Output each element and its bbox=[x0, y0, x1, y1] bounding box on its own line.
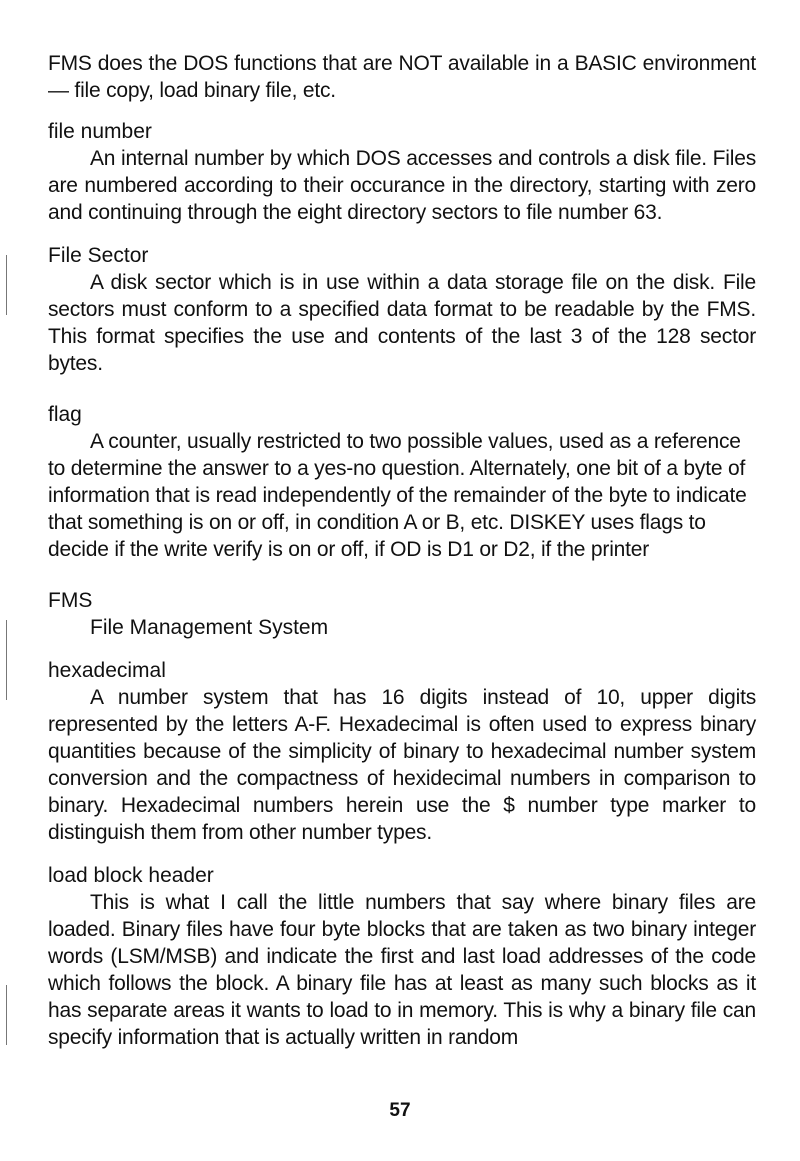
glossary-definition: An internal number by which DOS accesses and controls a disk file. Files are numbered according to their occurance in the directory, starting with zero and continuing through the eight directory sectors to file number 63. bbox=[48, 147, 756, 224]
glossary-definition: A number system that has 16 digits instead of 10, upper digits represented by the letters A-F. Hexadecimal is often used to express binary quantities because of the simplicity of binary to hexadecimal number system conversion and the compactness of hexidecimal numbers in comparison to binary. Hexadecimal numbers herein use the $ number type marker to distinguish them from other number types. bbox=[48, 686, 756, 844]
scan-edge-mark bbox=[6, 620, 7, 700]
glossary-term: file number bbox=[48, 120, 152, 143]
glossary-term: load block header bbox=[48, 864, 214, 887]
page-number: 57 bbox=[389, 1100, 411, 1121]
glossary-term: FMS bbox=[48, 589, 93, 612]
intro-paragraph: FMS does the DOS functions that are NOT available in a BASIC environment — file copy, load binary file, etc. bbox=[48, 52, 756, 102]
glossary-entry-flag bbox=[48, 401, 756, 563]
glossary-entry-load-block-header bbox=[48, 862, 756, 1051]
glossary-term: File Sector bbox=[48, 244, 149, 267]
glossary-entry-file-sector bbox=[48, 242, 756, 377]
glossary-term: flag bbox=[48, 403, 82, 426]
scan-edge-mark bbox=[6, 985, 7, 1045]
glossary-definition: File Management System bbox=[90, 616, 329, 639]
glossary-entry-fms bbox=[48, 587, 756, 641]
glossary-entry-file-number bbox=[48, 118, 756, 226]
glossary-definition: This is what I call the little numbers that say where binary files are loaded. Binary files have four byte blocks that are taken as two binary integer words (LSM/MSB) and indicate the first and last load addresses of the code which follows the block. A binary file has at least as many such blocks as it has separate areas it wants to load to in memory. This is why a binary file can specify information that is actually written in random bbox=[48, 891, 756, 1049]
glossary-term: hexadecimal bbox=[48, 659, 166, 682]
glossary-definition: A disk sector which is in use within a data storage file on the disk. File sectors must conform to a specified data format to be readable by the FMS. This format specifies the use and contents of the last 3 of the 128 sector bytes. bbox=[48, 271, 756, 375]
glossary-entry-hexadecimal bbox=[48, 657, 756, 846]
document-page bbox=[48, 50, 756, 1051]
glossary-definition: A counter, usually restricted to two possible values, used as a reference to determine the answer to a yes-no question. Alternately, one bit of a byte of information that is read independently of the remainder of the byte to indicate that something is on or off, in condition A or B, etc. DISKEY uses flags to decide if the write verify is on or off, if OD is D1 or D2, if the printer bbox=[48, 430, 747, 561]
scan-edge-mark bbox=[6, 255, 7, 315]
